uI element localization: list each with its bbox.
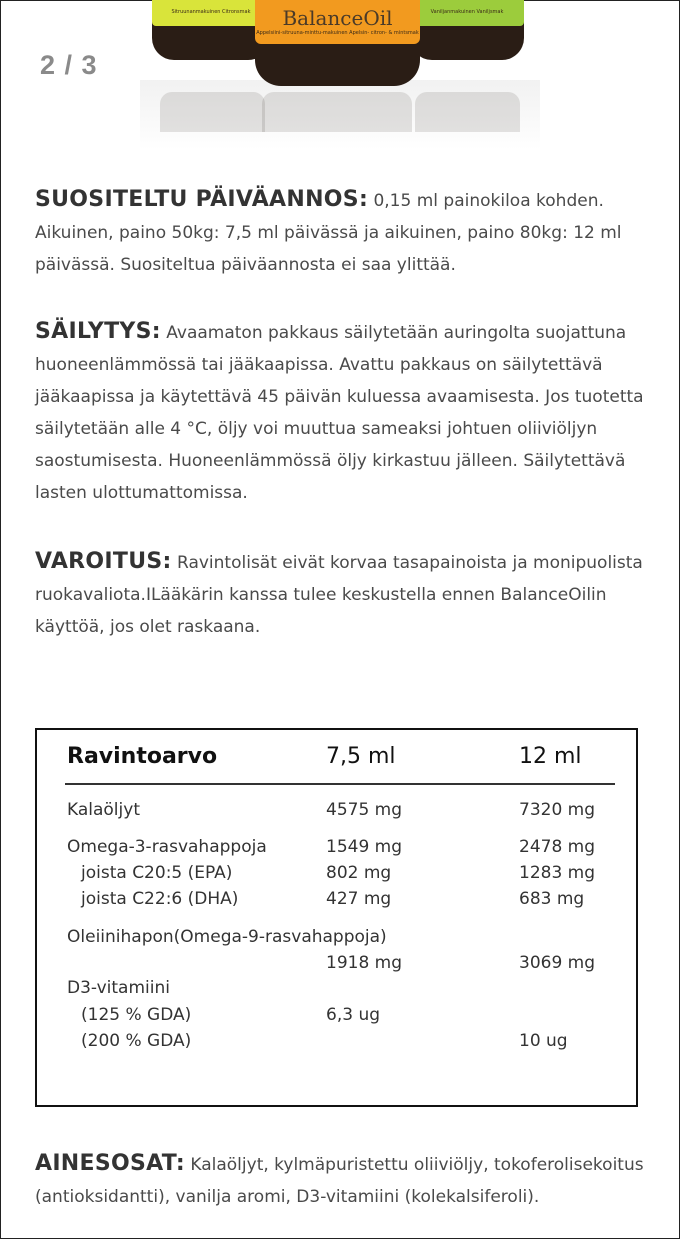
bottle-left-flavor: Sitruunanmakuinen Citronsmak [171, 9, 251, 15]
nutrition-row-value-small: 802 mg [326, 863, 392, 883]
nutrition-row-label: joista C22:6 (DHA) [81, 889, 239, 909]
nutrition-row-value-large: 2478 mg [519, 837, 596, 857]
nutrition-row-value-small: 1918 mg [326, 953, 403, 973]
nutrition-table [35, 728, 638, 1107]
nutrition-row-value-small: 427 mg [326, 889, 392, 909]
bottle-center-label [255, 0, 420, 44]
nutrition-row-label: Omega-3-rasvahappoja [67, 837, 267, 857]
nutrition-row-value-large: 7320 mg [519, 800, 596, 820]
nutrition-row-label: joista C20:5 (EPA) [81, 863, 233, 883]
storage-heading: SÄILYTYS: [35, 319, 161, 344]
bottle-center [255, 0, 420, 86]
bottle-reflection-right [415, 92, 520, 132]
bottle-brand: BalanceOil [282, 6, 393, 30]
nutrition-row-value-small: 1549 mg [326, 837, 403, 857]
nutrition-row-label: (125 % GDA) [81, 1005, 192, 1025]
nutrition-row-value-small: 4575 mg [326, 800, 403, 820]
section-ingredients [35, 1148, 655, 1213]
product-image [0, 0, 680, 150]
nutrition-row-label: (200 % GDA) [81, 1031, 192, 1051]
bottle-center-flavor: Appelsiini-sitruuna-minttu-makuinen Apelsin- citron- & mintsmak [256, 30, 419, 36]
warning-text: Ravintolisät eivät korvaa tasapainoista ja monipuolista ruokavaliota.ILääkärin kanssa tulee keskustella ennen BalanceOilin käyttöä, jos olet raskaana. [35, 553, 643, 637]
nutrition-row-label: Oleiinihapon(Omega-9-rasvahappoja) [67, 927, 387, 947]
warning-heading: VAROITUS: [35, 549, 172, 574]
bottle-right-label [410, 0, 524, 26]
daily-dose-text: 0,15 ml painokiloa kohden. Aikuinen, paino 50kg: 7,5 ml päivässä ja aikuinen, paino 80kg: 12 ml päivässä. Suositeltua päiväannosta ei saa ylittää. [35, 191, 622, 275]
bottle-reflection-center [262, 92, 412, 132]
daily-dose-heading: SUOSITELTU PÄIVÄANNOS: [35, 187, 369, 212]
storage-text: Avaamaton pakkaus säilytetään auringolta suojattuna huoneenlämmössä tai jääkaapissa. Avattu pakkaus on säilytettävä jääkaapissa ja käytettävä 45 päivän kuluessa avaamisesta. Jos tuotetta säilytetään alle 4 °C, öljy voi muuttua sameaksi johtuen oliiviöljyn saostumisesta. Huoneenlämmössä öljy kirkastuu jälleen. Säilytettävä lasten ulottumattomissa. [35, 323, 644, 503]
ingredients-text: Kalaöljyt, kylmäpuristettu oliiviöljy, tokoferolisekoitus (antioksidantti), vanilja aromi, D3-vitamiini (kolekalsiferoli). [35, 1155, 644, 1207]
bottle-right-flavor: Vaniljanmakuinen Vaniljsmak [430, 9, 504, 15]
nutrition-row-value-large: 683 mg [519, 889, 585, 909]
nutrition-header-rule [65, 783, 615, 785]
section-storage [35, 316, 655, 509]
page-indicator: 2 / 3 [40, 50, 98, 80]
nutrition-row-label: D3-vitamiini [67, 978, 170, 998]
nutrition-header-dose-small: 7,5 ml [326, 744, 396, 769]
nutrition-row-value-large: 1283 mg [519, 863, 596, 883]
bottle-right [410, 0, 524, 60]
bottle-left-label [152, 0, 270, 26]
section-daily-dose [35, 184, 655, 281]
bottle-reflection-left [160, 92, 265, 132]
ingredients-heading: AINESOSAT: [35, 1151, 185, 1176]
nutrition-row-label: Kalaöljyt [67, 800, 140, 820]
nutrition-header-dose-large: 12 ml [519, 744, 582, 769]
nutrition-header-label: Ravintoarvo [67, 744, 218, 769]
nutrition-row-value-small: 6,3 ug [326, 1005, 381, 1025]
nutrition-row-value-large: 10 ug [519, 1031, 568, 1051]
bottle-left [152, 0, 270, 60]
section-warning [35, 546, 655, 643]
nutrition-row-value-large: 3069 mg [519, 953, 596, 973]
